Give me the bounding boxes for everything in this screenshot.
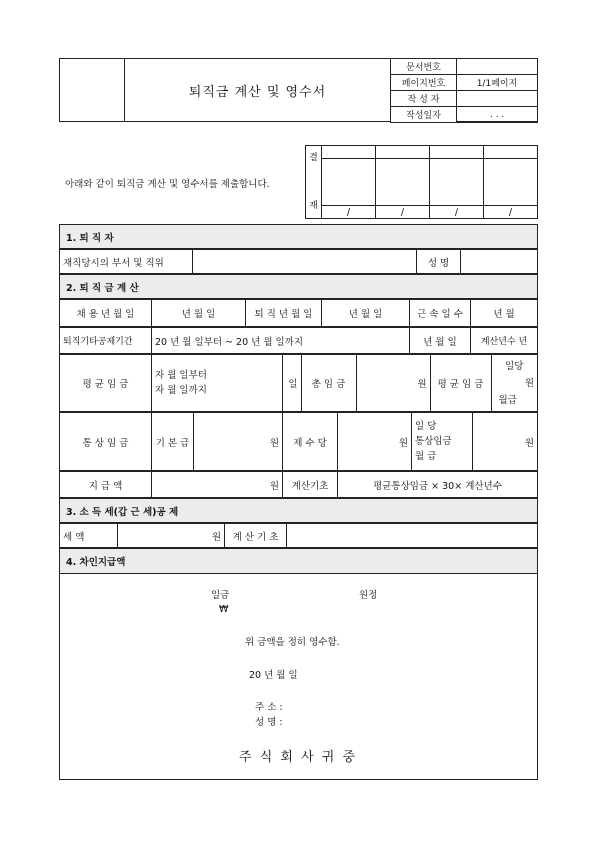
approval-date[interactable]: /	[484, 206, 538, 219]
tax-basis-label: 계 산 기 초	[225, 524, 287, 548]
hire-value[interactable]: 년 월 일	[152, 300, 246, 327]
meta-label: 작 성 자	[391, 91, 457, 107]
retiree-row	[59, 249, 538, 274]
receipt-date[interactable]: 20 년 월 일	[249, 670, 298, 681]
approval-box	[305, 145, 538, 219]
avg-wage-row	[59, 354, 538, 412]
avg2-value[interactable]: 일당 원 월급	[491, 355, 538, 412]
dept-label: 재직당시의 부서 및 직위	[60, 250, 193, 274]
tax-row	[59, 523, 538, 548]
ord-daily-label: 일 당 통상임금 월 급	[412, 413, 473, 471]
pay-label: 지 급 액	[60, 472, 152, 498]
retire-label: 퇴 직 년 월 일	[246, 300, 322, 327]
allow-label: 제 수 당	[283, 413, 338, 471]
ordinary-wage-row	[59, 412, 538, 471]
other-label: 퇴직기타공제기간	[60, 328, 152, 354]
approval-date[interactable]: /	[322, 206, 376, 219]
approval-cell[interactable]	[430, 146, 484, 159]
approval-sign[interactable]	[376, 158, 430, 205]
section-net-pay: 4. 차인지급액	[59, 548, 538, 574]
avg-label: 평 균 임 금	[60, 355, 152, 412]
service-value[interactable]: 년 월	[471, 300, 538, 327]
dept-field[interactable]	[193, 250, 417, 274]
total-won[interactable]: 원	[356, 355, 430, 412]
basis-label: 계산기초	[283, 472, 338, 498]
amount-end: 원정	[359, 590, 378, 601]
hire-label: 채 용 년 월 일	[60, 300, 152, 327]
approval-date[interactable]: /	[376, 206, 430, 219]
name-label: 성 명	[417, 250, 461, 274]
amount-label: 일금	[211, 590, 230, 601]
address-label[interactable]: 주 소 :	[255, 702, 283, 713]
dates-row	[59, 299, 538, 327]
other-period[interactable]: 20 년 월 일부터 ~ 20 년 월 일까지	[152, 328, 410, 354]
meta-value[interactable]	[457, 91, 538, 107]
meta-value[interactable]: 1/1페이지	[457, 75, 538, 91]
base-won[interactable]: 원	[194, 413, 283, 471]
other-period-row	[59, 327, 538, 354]
other-ymd[interactable]: 년 월 일	[410, 328, 471, 354]
allow-won[interactable]: 원	[338, 413, 412, 471]
base-label: 기 본 급	[152, 413, 194, 471]
name-field[interactable]	[461, 250, 538, 274]
avg-period[interactable]: 자 월 일부터 자 월 일까지	[152, 355, 283, 412]
tax-won[interactable]: 원	[118, 524, 225, 548]
approval-cell[interactable]	[322, 146, 376, 159]
meta-label: 페이지번호	[391, 75, 457, 91]
avg2-label: 평 균 임 금	[430, 355, 491, 412]
approval-sign[interactable]	[484, 158, 538, 205]
meta-value[interactable]: . . .	[457, 107, 538, 123]
approval-sign[interactable]	[322, 158, 376, 205]
company-addressee: 주 식 회 사 귀 중	[239, 750, 358, 765]
ord-label: 통 상 임 금	[60, 413, 152, 471]
receipt-area	[59, 574, 538, 780]
signer-name-label[interactable]: 성 명 :	[255, 717, 283, 728]
meta-label: 문서번호	[391, 59, 457, 75]
service-label: 근 속 일 수	[410, 300, 471, 327]
calc-years[interactable]: 계산년수 년	[471, 328, 538, 354]
intro-text: 아래와 같이 퇴직금 계산 및 영수서를 제출합니다.	[65, 179, 270, 190]
tax-label: 세 액	[60, 524, 118, 548]
basis-value: 평균통상임금 × 30× 계산년수	[338, 472, 538, 498]
approval-cell[interactable]	[484, 146, 538, 159]
pay-won[interactable]: 원	[152, 472, 283, 498]
approval-date[interactable]: /	[430, 206, 484, 219]
approval-sign[interactable]	[430, 158, 484, 205]
approval-side-label: 결 재	[306, 146, 322, 219]
total-label: 총 임 금	[301, 355, 356, 412]
approval-cell[interactable]	[376, 146, 430, 159]
retire-value[interactable]: 년 월 일	[322, 300, 410, 327]
document-meta-table	[390, 58, 538, 123]
section-calc: 2. 퇴 직 금 계 산	[59, 274, 538, 299]
section-retiree: 1. 퇴 직 자	[59, 224, 538, 249]
section-tax: 3. 소 득 세(갑 근 세)공 제	[59, 498, 538, 523]
meta-label: 작성일자	[391, 107, 457, 123]
won-sign: ₩	[219, 604, 229, 615]
tax-basis-field[interactable]	[287, 524, 538, 548]
meta-value[interactable]	[457, 59, 538, 75]
pay-row	[59, 471, 538, 498]
avg-days: 일	[283, 355, 301, 412]
ord-won[interactable]: 원	[473, 413, 538, 471]
document-title: 퇴직금 계산 및 영수서	[124, 58, 390, 122]
confirm-text: 위 금액을 정히 영수함.	[245, 637, 340, 648]
